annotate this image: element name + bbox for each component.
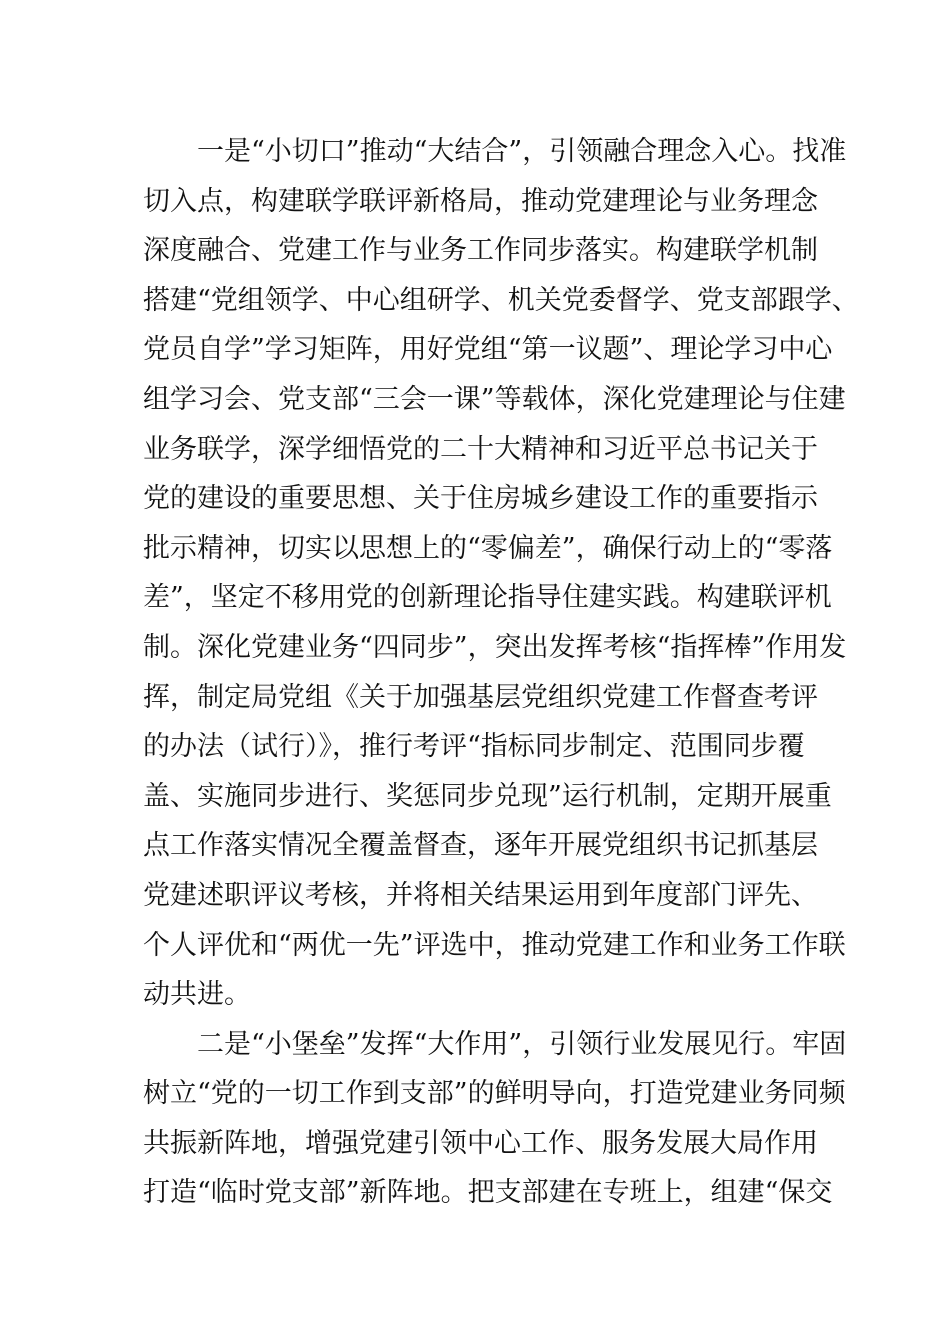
paragraph-line: 一是“小切口”推动“大结合”，引领融合理念入心。找准 bbox=[197, 136, 847, 167]
document-body bbox=[143, 127, 859, 1218]
paragraph-line: 个人评优和“两优一先”评选中，推动党建工作和业务工作联 bbox=[143, 929, 846, 961]
paragraph-line: 二是“小堡垒”发挥“大作用”，引领行业发展见行。牢固 bbox=[197, 1028, 847, 1060]
paragraph-line: 深度融合、党建工作与业务工作同步落实。构建联学机制 bbox=[143, 235, 818, 267]
paragraph-line: 共振新阵地，增强党建引领中心工作、服务发展大局作用 bbox=[143, 1127, 818, 1159]
paragraph-line: 制。深化党建业务“四同步”，突出发挥考核“指挥棒”作用发 bbox=[143, 631, 847, 663]
paragraph-line: 批示精神，切实以思想上的“零偏差”，确保行动上的“零落 bbox=[143, 532, 833, 564]
paragraph-line: 的办法（试行）》，推行考评“指标同步制定、范围同步覆 bbox=[143, 731, 805, 763]
paragraph-line: 党建述职评议考核，并将相关结果运用到年度部门评先、 bbox=[143, 879, 818, 911]
paragraph-line: 树立“党的一切工作到支部”的鲜明导向，打造党建业务同频 bbox=[143, 1078, 846, 1110]
paragraph-line: 挥，制定局党组《关于加强基层党组织党建工作督查考评 bbox=[143, 681, 818, 713]
paragraph-1 bbox=[143, 127, 859, 1020]
paragraph-line: 点工作落实情况全覆盖督查，逐年开展党组织书记抓基层 bbox=[143, 830, 818, 862]
paragraph-line: 差”，坚定不移用党的创新理论指导住建实践。构建联评机 bbox=[143, 582, 832, 614]
paragraph-line: 切入点，构建联学联评新格局，推动党建理论与业务理念 bbox=[143, 185, 818, 217]
paragraph-line: 动共进。 bbox=[143, 979, 251, 1011]
paragraph-line: 业务联学，深学细悟党的二十大精神和习近平总书记关于 bbox=[143, 433, 818, 465]
paragraph-line: 党员自学”学习矩阵，用好党组“第一议题”、理论学习中心 bbox=[143, 334, 833, 366]
paragraph-line: 组学习会、党支部“三会一课”等载体，深化党建理论与住建 bbox=[143, 383, 846, 415]
paragraph-line: 盖、实施同步进行、奖惩同步兑现”运行机制，定期开展重 bbox=[143, 780, 832, 812]
paragraph-2 bbox=[143, 1020, 847, 1218]
paragraph-line: 党的建设的重要思想、关于住房城乡建设工作的重要指示 bbox=[143, 483, 818, 515]
paragraph-line: 搭建“党组领学、中心组研学、机关党委督学、党支部跟学、 bbox=[143, 284, 859, 316]
paragraph-line: 打造“临时党支部”新阵地。把支部建在专班上，组建“保交 bbox=[143, 1177, 833, 1209]
